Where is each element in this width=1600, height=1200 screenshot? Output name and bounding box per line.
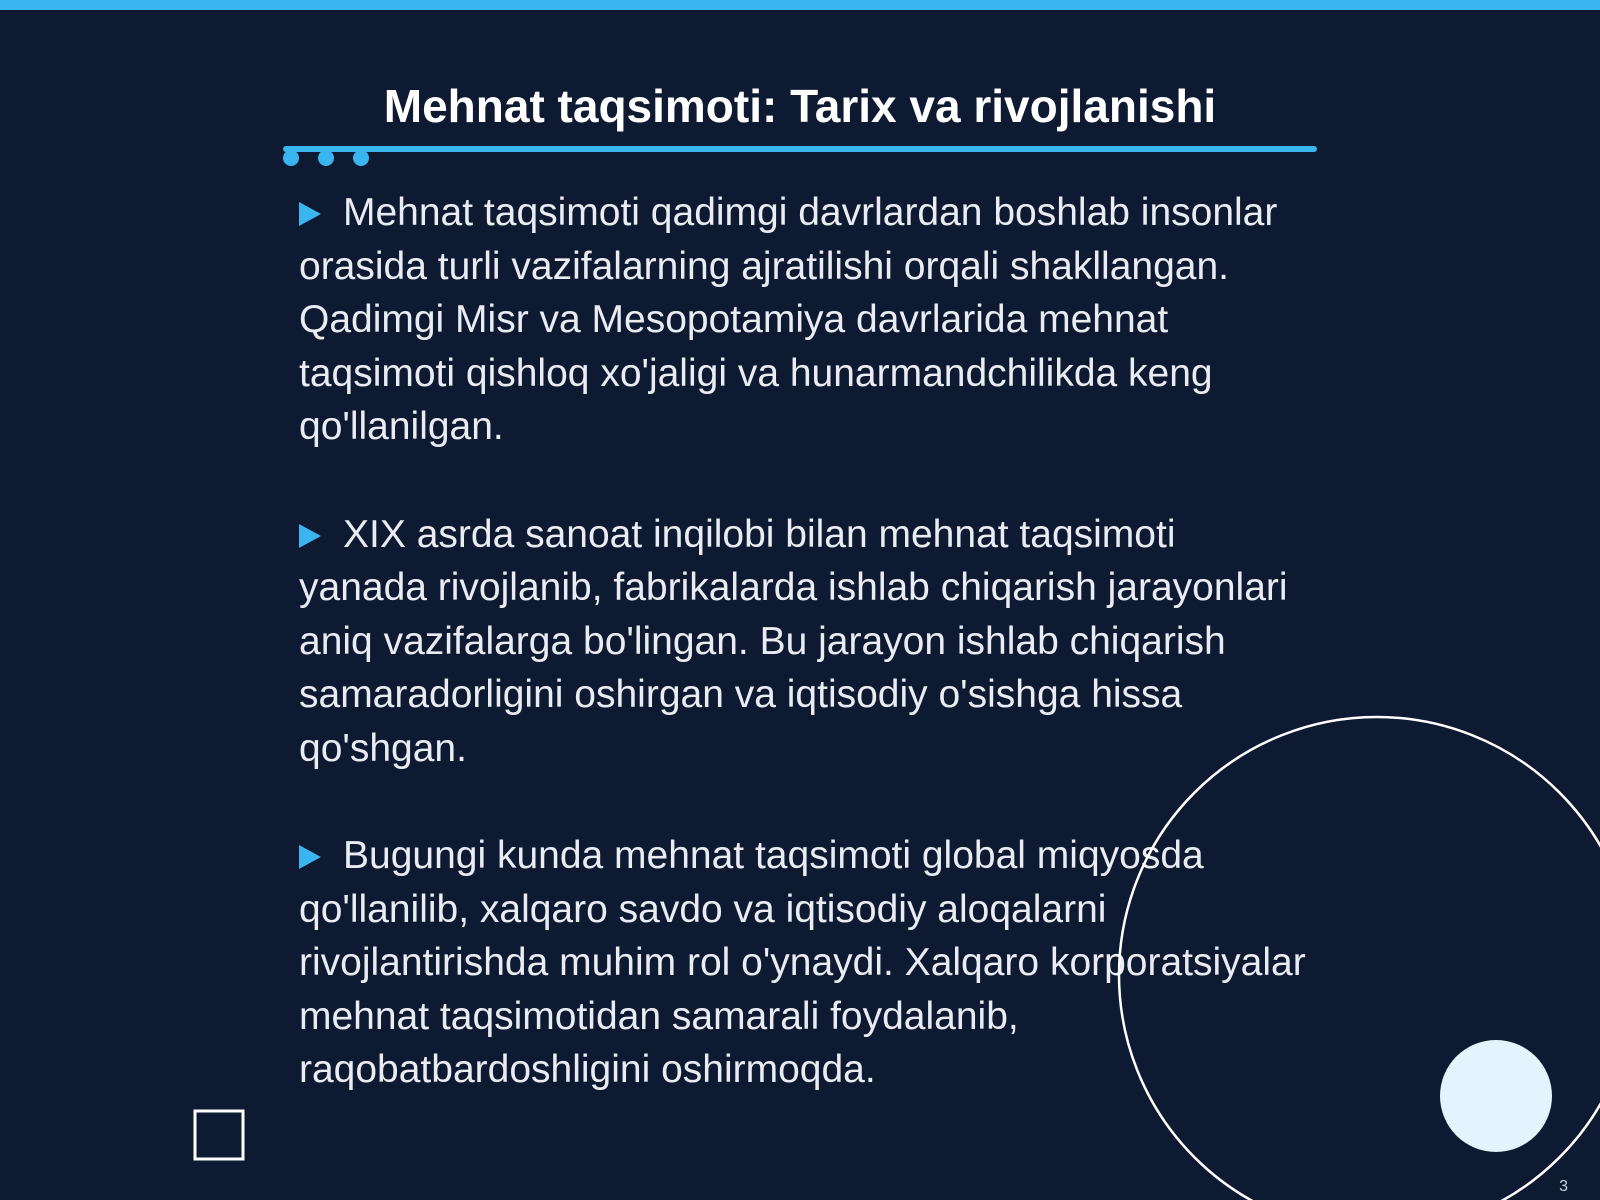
bullet-triangle-icon (299, 845, 321, 869)
decorative-dot (353, 150, 369, 166)
paragraph-text: Bugungi kunda mehnat taqsimoti global miqyosda qo'llanilib, xalqaro savdo va iqtisodiy aloqalarni rivojlantirishda muhim rol o'ynaydi. Xalqaro korporatsiyalar mehnat taqsimotidan samarali foydalanib, raqobatbardoshligini oshirmoqda. (299, 834, 1306, 1091)
bullet-triangle-icon (299, 202, 321, 226)
bullet-triangle-icon (299, 524, 321, 548)
decorative-dot (283, 150, 299, 166)
slide-title: Mehnat taqsimoti: Tarix va rivojlanishi (383, 80, 1217, 132)
title-underline (283, 146, 1317, 152)
bullet-paragraph-3 (299, 829, 1309, 1097)
top-accent-bar (0, 0, 1600, 10)
bullet-paragraph-2 (299, 508, 1309, 776)
bullet-paragraph-1 (299, 186, 1309, 454)
decorative-square (195, 1111, 243, 1159)
decorative-filled-circle (1440, 1040, 1552, 1152)
page-number: 3 (1559, 1178, 1568, 1195)
decorative-dot (318, 150, 334, 166)
paragraph-text: Mehnat taqsimoti qadimgi davrlardan boshlab insonlar orasida turli vazifalarning ajratilishi orqali shakllangan. Qadimgi Misr va Mesopotamiya davrlarida mehnat taqsimoti qishloq xo'jaligi va hunarmandchilikda keng qo'llanilgan. (299, 191, 1278, 448)
paragraph-text: XIX asrda sanoat inqilobi bilan mehnat taqsimoti yanada rivojlanib, fabrikalarda ishlab chiqarish jarayonlari aniq vazifalarga bo'lingan. Bu jarayon ishlab chiqarish samaradorligini oshirgan va iqtisodiy o'sishga hissa qo'shgan. (299, 512, 1288, 770)
slide-body (299, 186, 1309, 1151)
